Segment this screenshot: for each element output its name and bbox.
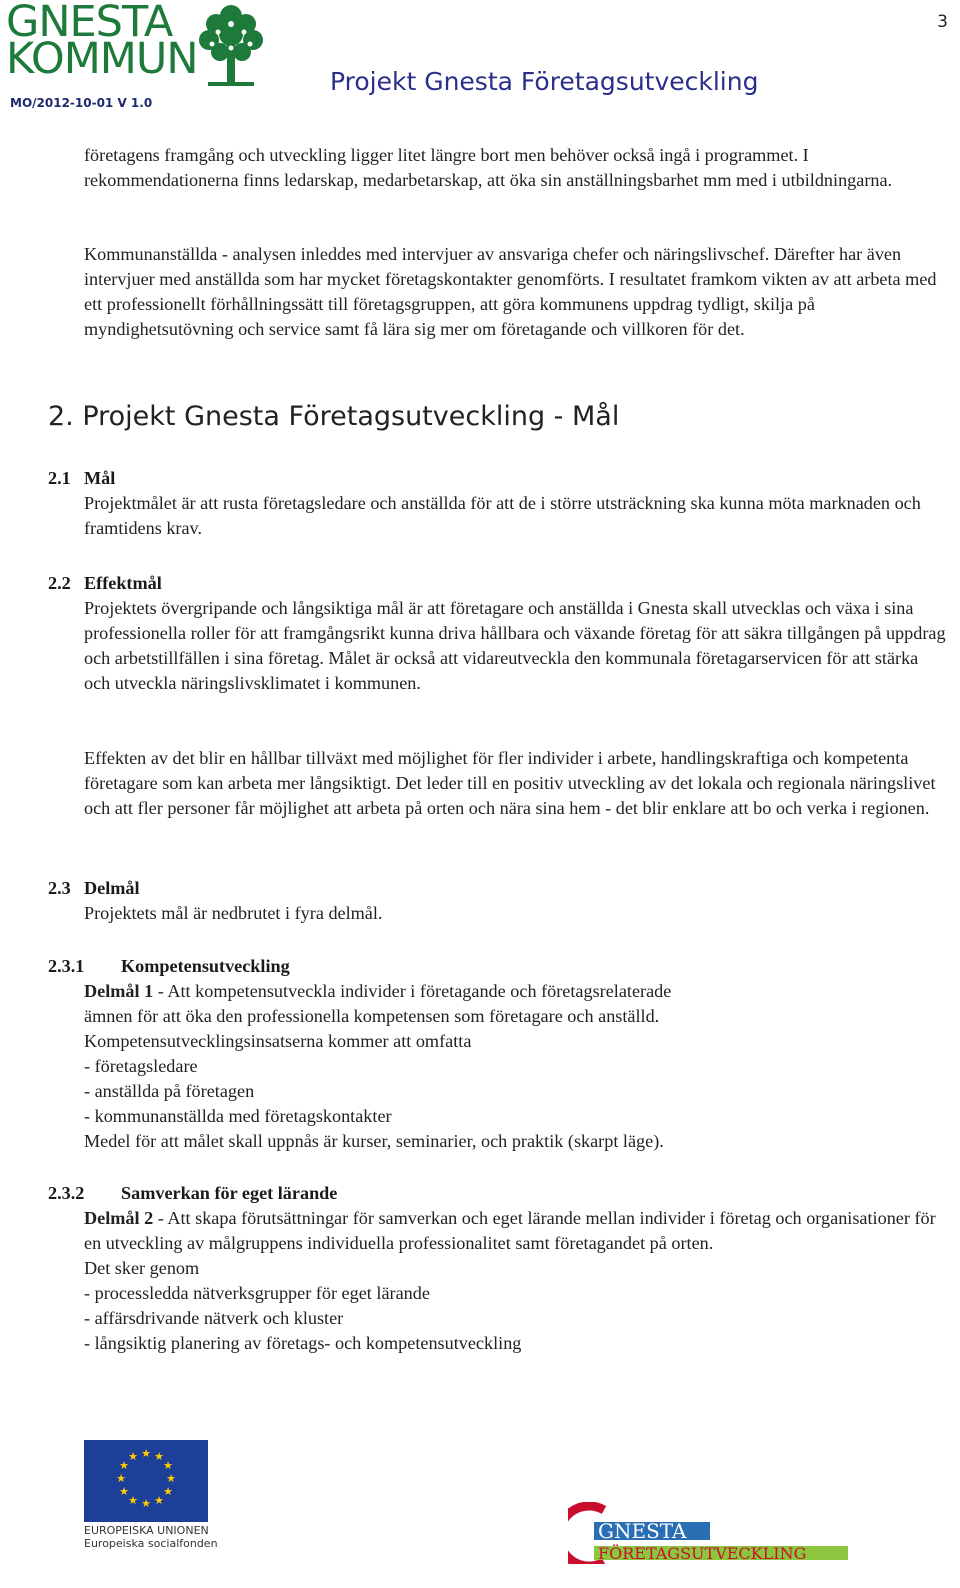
gnesta-kommun-logo-text xyxy=(6,0,198,84)
svg-text:★: ★ xyxy=(141,1497,151,1510)
page-number: 3 xyxy=(937,12,948,32)
delmal-1-line-3: Kompetensutvecklingsinsatserna kommer att omfatta xyxy=(84,1031,472,1051)
section-title-2-3: Delmål xyxy=(84,878,140,898)
logo-gnesta-text: GNESTA xyxy=(598,1519,687,1543)
delmal-2-lead-text: - Att skapa förutsättningar för samverkan och eget lärande mellan individer i företag och organisationer för en utveckling av målgruppens individuella professionalitet samt företagandet på orten. xyxy=(84,1208,936,1253)
header-title: Projekt Gnesta Företagsutveckling xyxy=(330,67,759,96)
eu-flag-icon xyxy=(84,1440,208,1522)
section-2-3-2-body xyxy=(84,1206,946,1356)
eu-caption xyxy=(84,1524,218,1550)
section-number-2-3-2: 2.3.2 xyxy=(48,1183,85,1203)
section-title-2-1: Mål xyxy=(84,468,116,488)
section-title-2-3-2: Samverkan för eget lärande xyxy=(121,1183,338,1203)
section-heading: 2. Projekt Gnesta Företagsutveckling - Mål xyxy=(48,401,620,432)
section-2-3-text: Projektets mål är nedbrutet i fyra delmål. xyxy=(84,903,383,923)
section-number-2-3: 2.3 xyxy=(48,878,71,898)
section-2-1-text: Projektmålet är att rusta företagsledare och anställda för att de i större utsträckning ska kunna möta marknaden och framtidens krav. xyxy=(84,493,921,538)
svg-text:★: ★ xyxy=(166,1472,176,1485)
section-2-2-text-2: Effekten av det blir en hållbar tillväxt med möjlighet för fler individer i arbete, handlingskraftiga och kompetenta företagare som kan arbeta mer långsiktigt. Det leder till en positiv utveckling av det lokala och regionala näringslivet och att fler personer får möjlighet att arbeta på orten och nära sina hem - det blir enklare att bo och verka i regionen. xyxy=(84,748,936,818)
delmal-1-lead xyxy=(84,979,946,1004)
list-item: - affärsdrivande nätverk och kluster xyxy=(84,1308,344,1328)
delmal-2-lead xyxy=(84,1206,946,1256)
section-title-2-3-1: Kompetensutveckling xyxy=(121,956,290,976)
list-item: - kommunanställda med företagskontakter xyxy=(84,1106,392,1126)
delmal-1-label: Delmål 1 xyxy=(84,981,154,1001)
svg-text:★: ★ xyxy=(154,1494,164,1507)
intro-paragraph-2 xyxy=(84,242,946,342)
svg-text:★: ★ xyxy=(154,1450,164,1463)
svg-text:★: ★ xyxy=(116,1472,126,1485)
list-item: - anställda på företagen xyxy=(84,1081,255,1101)
section-2-3-body xyxy=(84,901,946,926)
section-number-2-3-1: 2.3.1 xyxy=(48,956,85,976)
section-number-2-1: 2.1 xyxy=(48,468,71,488)
delmal-2-line-2: Det sker genom xyxy=(84,1258,200,1278)
section-number-2-2: 2.2 xyxy=(48,573,71,593)
intro-paragraph-1 xyxy=(84,143,946,193)
section-2-2-paragraph-2 xyxy=(84,746,946,821)
intro-text-2: Kommunanställda - analysen inleddes med intervjuer av ansvariga chefer och näringslivschef. Därefter har även intervjuer med anställda som har mycket företagskontakter genomförts. I resultatet framkom vikten av att arbeta med ett professionellt förhållningssätt till företagsgruppen, att göra kommunens uppdrag tydligt, skilja på myndighetsutövning och service samt få lära sig mer om företagande och villkoren för det. xyxy=(84,244,937,339)
list-item: - processledda nätverksgrupper för eget lärande xyxy=(84,1283,430,1303)
svg-text:★: ★ xyxy=(119,1485,129,1498)
eu-stars-icon xyxy=(84,1440,208,1522)
document-reference: MO/2012-10-01 V 1.0 xyxy=(10,96,153,110)
eu-caption-line-1: EUROPEISKA UNIONEN xyxy=(84,1524,209,1537)
svg-text:★: ★ xyxy=(163,1485,173,1498)
list-item: - långsiktig planering av företags- och kompetensutveckling xyxy=(84,1333,522,1353)
section-2-2-text-1: Projektets övergripande och långsiktiga mål är att företagare och anställda i Gnesta skall utvecklas och växa i sina professionella roller för att framgångsrikt kunna driva hållbara och växande företag för att säkra tillgången på uppdrag och arbetstillfällen i sina företag. Målet är också att vidareutveckla den kommunala företagarservicen för att stärka och utveckla näringslivsklimatet i kommunen. xyxy=(84,598,946,693)
list-item: - företagsledare xyxy=(84,1056,198,1076)
svg-text:★: ★ xyxy=(141,1447,151,1460)
delmal-2-label: Delmål 2 xyxy=(84,1208,154,1228)
svg-text:★: ★ xyxy=(163,1459,173,1472)
logo-foretagsutveckling-text: FÖRETAGSUTVECKLING xyxy=(598,1544,807,1563)
svg-text:★: ★ xyxy=(119,1459,129,1472)
section-2-1-body xyxy=(84,491,946,541)
logo-line-2: KOMMUN xyxy=(6,34,198,84)
delmal-1-closing: Medel för att målet skall uppnås är kurser, seminarier, och praktik (skarpt läge). xyxy=(84,1131,664,1151)
intro-text-1: företagens framgång och utveckling ligger litet längre bort men behöver också ingå i programmet. I rekommendationerna finns ledarskap, medarbetarskap, att öka sin anställningsbarhet mm med i utbildningarna. xyxy=(84,145,893,190)
svg-text:★: ★ xyxy=(128,1494,138,1507)
logo-line-1: GNESTA xyxy=(6,0,173,47)
section-title-2-2: Effektmål xyxy=(84,573,162,593)
delmal-1-line-2: ämnen för att öka den professionella kompetensen som företagare och anställd. xyxy=(84,1006,660,1026)
eu-caption-line-2: Europeiska socialfonden xyxy=(84,1537,218,1550)
svg-text:★: ★ xyxy=(128,1450,138,1463)
gnesta-foretagsutveckling-logo xyxy=(568,1502,850,1564)
delmal-1-lead-text: - Att kompetensutveckla individer i företagande och företagsrelaterade xyxy=(153,981,672,1001)
tree-logo-icon xyxy=(196,2,266,92)
section-2-3-1-body xyxy=(84,979,946,1154)
section-2-2-paragraph-1 xyxy=(84,596,946,696)
